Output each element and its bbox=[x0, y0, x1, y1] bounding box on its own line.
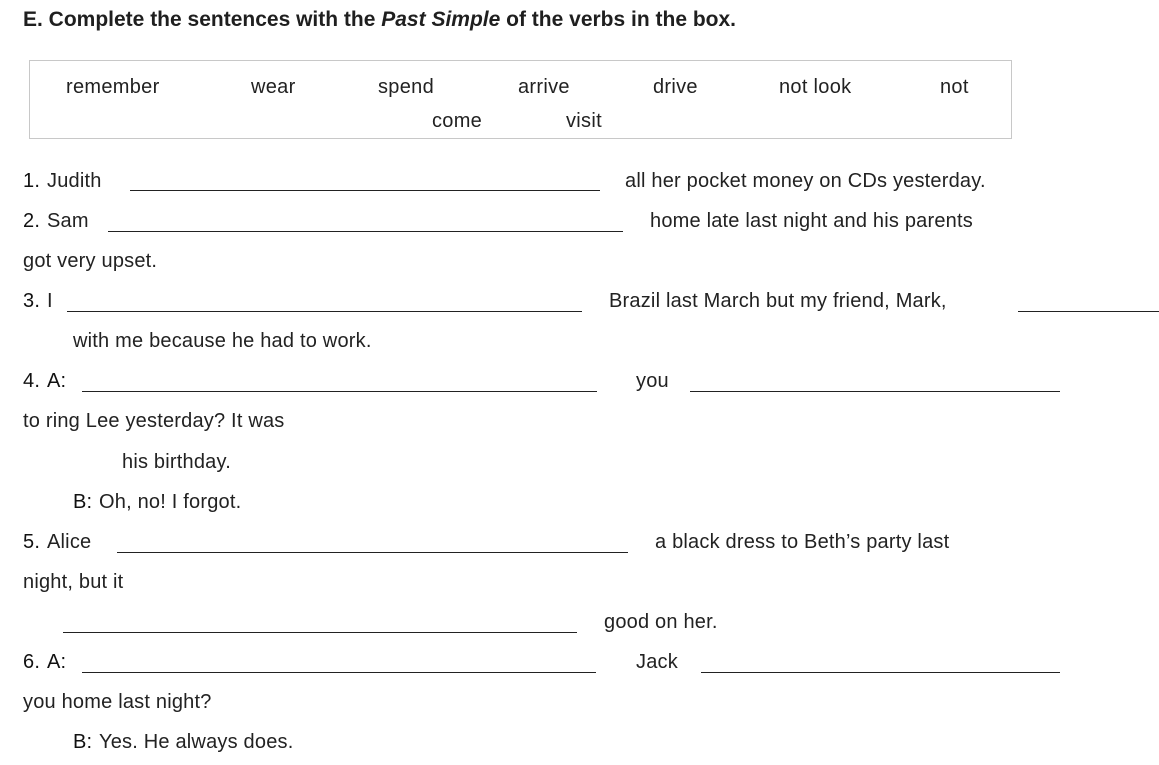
sentence-5-start: Alice bbox=[47, 531, 92, 553]
sentence-2-blank[interactable] bbox=[108, 231, 623, 232]
sentence-2-line2: got very upset. bbox=[23, 250, 158, 272]
sentence-4-line3: his birthday. bbox=[122, 451, 231, 473]
sentence-1-blank[interactable] bbox=[130, 190, 600, 191]
sentence-6-speaker: A: bbox=[47, 651, 67, 673]
sentence-1-number: 1. bbox=[23, 170, 41, 192]
sentence-4-number: 4. bbox=[23, 370, 41, 392]
sentence-3-start: I bbox=[47, 290, 53, 312]
sentence-2-after-blank: home late last night and his parents bbox=[650, 210, 973, 232]
word-not-look: not look bbox=[779, 76, 852, 98]
exercise-title bbox=[23, 8, 736, 32]
sentence-4-mid: you bbox=[636, 370, 669, 392]
sentence-3-line2: with me because he had to work. bbox=[73, 330, 372, 352]
sentence-2-number: 2. bbox=[23, 210, 41, 232]
sentence-4-reply: Oh, no! I forgot. bbox=[99, 491, 242, 513]
sentence-3-mid: Brazil last March but my friend, Mark, bbox=[609, 290, 947, 312]
word-not: not bbox=[940, 76, 969, 98]
sentence-4-speaker: A: bbox=[47, 370, 67, 392]
sentence-3-number: 3. bbox=[23, 290, 41, 312]
sentence-3-blank-1[interactable] bbox=[67, 311, 582, 312]
title-italic: Past Simple bbox=[381, 8, 501, 31]
sentence-1-after-blank: all her pocket money on CDs yesterday. bbox=[625, 170, 986, 192]
sentence-4-reply-speaker: B: bbox=[73, 491, 93, 513]
sentence-5-number: 5. bbox=[23, 531, 41, 553]
word-wear: wear bbox=[251, 76, 296, 98]
sentence-6-reply-speaker: B: bbox=[73, 731, 93, 753]
sentence-5-blank-1[interactable] bbox=[117, 552, 628, 553]
title-suffix: of the verbs in the box. bbox=[500, 8, 737, 31]
title-prefix: E. Complete the sentences with the bbox=[23, 8, 382, 31]
sentence-3-blank-2[interactable] bbox=[1018, 311, 1159, 312]
sentence-4-line2: to ring Lee yesterday? It was bbox=[23, 410, 285, 432]
sentence-4-blank-1[interactable] bbox=[82, 391, 597, 392]
sentence-5-line3: good on her. bbox=[604, 611, 718, 633]
sentence-4-blank-2[interactable] bbox=[690, 391, 1060, 392]
sentence-1-start: Judith bbox=[47, 170, 102, 192]
sentence-6-reply: Yes. He always does. bbox=[99, 731, 294, 753]
sentence-5-after-blank: a black dress to Beth’s party last bbox=[655, 531, 950, 553]
sentence-6-line2: you home last night? bbox=[23, 691, 212, 713]
word-remember: remember bbox=[66, 76, 160, 98]
sentence-6-blank-2[interactable] bbox=[701, 672, 1060, 673]
word-box bbox=[29, 60, 1012, 139]
sentence-6-number: 6. bbox=[23, 651, 41, 673]
word-arrive: arrive bbox=[518, 76, 570, 98]
sentence-5-blank-2[interactable] bbox=[63, 632, 577, 633]
sentence-5-line2: night, but it bbox=[23, 571, 124, 593]
word-drive: drive bbox=[653, 76, 698, 98]
word-come: come bbox=[432, 110, 483, 132]
sentence-2-start: Sam bbox=[47, 210, 89, 232]
sentence-6-blank-1[interactable] bbox=[82, 672, 596, 673]
sentence-6-mid: Jack bbox=[636, 651, 678, 673]
word-visit: visit bbox=[566, 110, 602, 132]
word-spend: spend bbox=[378, 76, 434, 98]
